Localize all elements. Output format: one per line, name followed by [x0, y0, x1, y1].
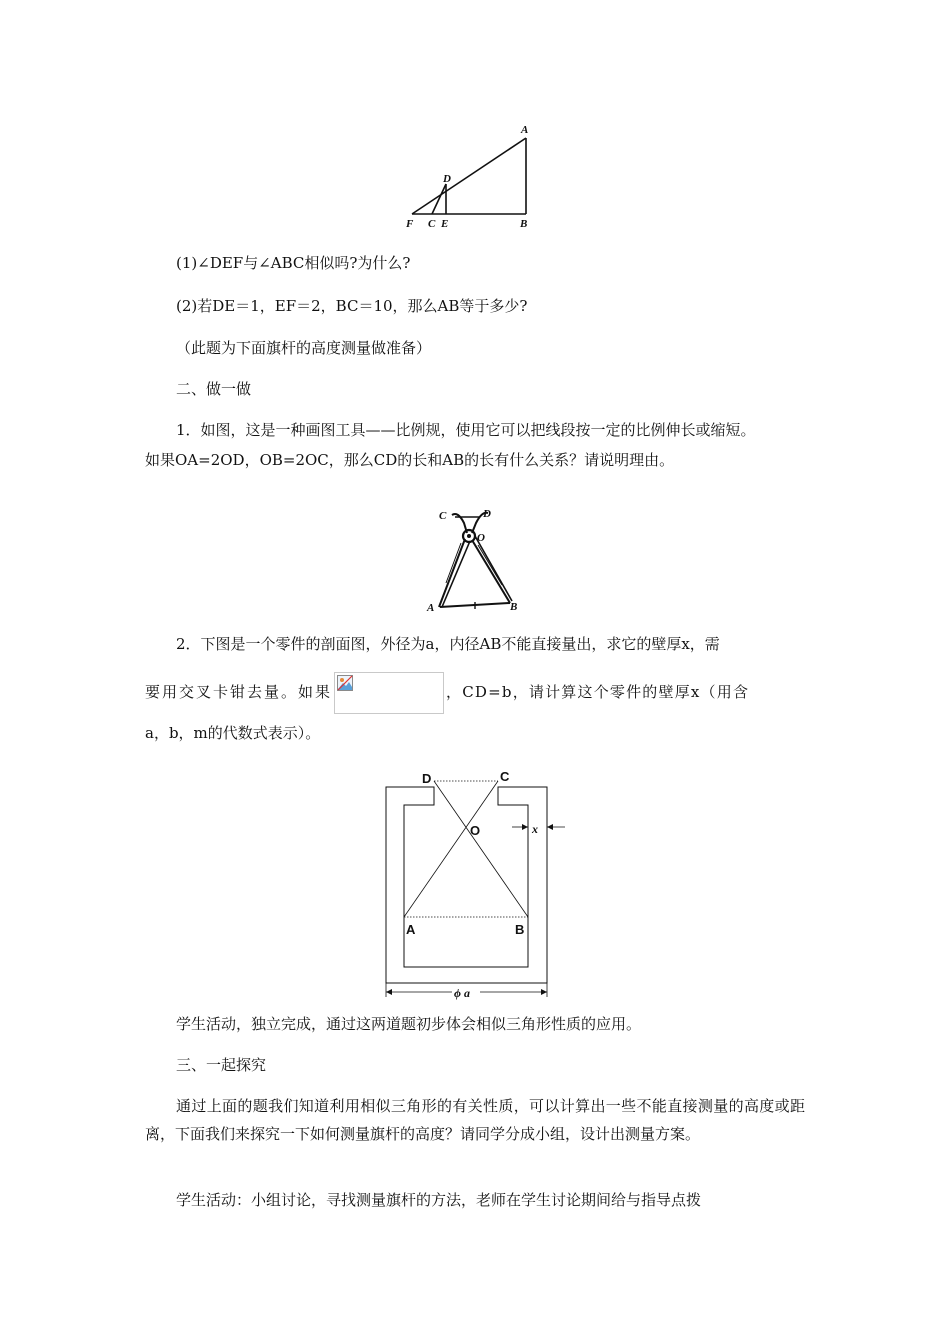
label-f: F — [406, 218, 414, 230]
broken-image-placeholder — [334, 672, 444, 714]
label-o: O — [470, 823, 481, 838]
label-b: B — [510, 601, 518, 613]
part-cross-section-figure — [380, 765, 570, 1005]
label-a: A — [427, 602, 435, 614]
item-2-line-2-start: 要用交叉卡钳去量。如果 — [145, 683, 333, 701]
section-heading-3: 三、一起探究 — [176, 1056, 267, 1074]
label-d: D — [422, 771, 432, 786]
broken-image-icon — [337, 675, 353, 691]
proportional-compass-figure — [422, 503, 527, 618]
item-2-line-2-end: ，CD=b，请计算这个零件的壁厚x（用含 — [446, 683, 750, 701]
question-1: (1)∠DEF与∠ABC相似吗?为什么? — [176, 254, 411, 272]
similar-triangles-figure — [400, 118, 540, 233]
preparation-note: （此题为下面旗杆的高度测量做准备） — [176, 339, 432, 357]
label-c: C — [500, 769, 510, 784]
section-heading-2: 二、做一做 — [176, 380, 252, 398]
item-1-line-1: 1．如图，这是一种画图工具——比例规，使用它可以把线段按一定的比例伸长或缩短。 — [176, 421, 756, 439]
item-2-line-3: a，b，m的代数式表示）。 — [145, 724, 321, 742]
explore-paragraph: 通过上面的题我们知道利用相似三角形的有关性质，可以计算出一些不能直接测量的高度或距离，下面我们来探究一下如何测量旗杆的高度？请同学分成小组，设计出测量方案。 — [145, 1097, 805, 1143]
label-d: D — [483, 508, 491, 520]
label-c: C — [439, 510, 447, 522]
item-2-line-1: 2．下图是一个零件的剖面图，外径为a，内径AB不能直接量出，求它的壁厚x，需 — [176, 635, 720, 653]
label-o: O — [477, 532, 485, 544]
student-activity-2: 学生活动：小组讨论，寻找测量旗杆的方法，老师在学生讨论期间给与指导点拨 — [176, 1191, 702, 1209]
label-phi-a: ϕ a — [454, 986, 470, 1000]
label-b: B — [515, 922, 525, 937]
label-a: A — [406, 922, 416, 937]
label-x: x — [532, 822, 538, 836]
label-e: E — [441, 218, 449, 230]
label-c: C — [428, 218, 436, 230]
label-d: D — [443, 173, 451, 185]
item-1-line-2: 如果OA=2OD，OB=2OC，那么CD的长和AB的长有什么关系？请说明理由。 — [145, 451, 675, 469]
item-2-line-2 — [145, 672, 805, 714]
question-2: (2)若DE＝1，EF＝2，BC＝10，那么AB等于多少? — [176, 297, 528, 315]
student-activity-1: 学生活动，独立完成，通过这两道题初步体会相似三角形性质的应用。 — [176, 1015, 642, 1033]
label-a: A — [521, 124, 529, 136]
label-b: B — [520, 218, 528, 230]
